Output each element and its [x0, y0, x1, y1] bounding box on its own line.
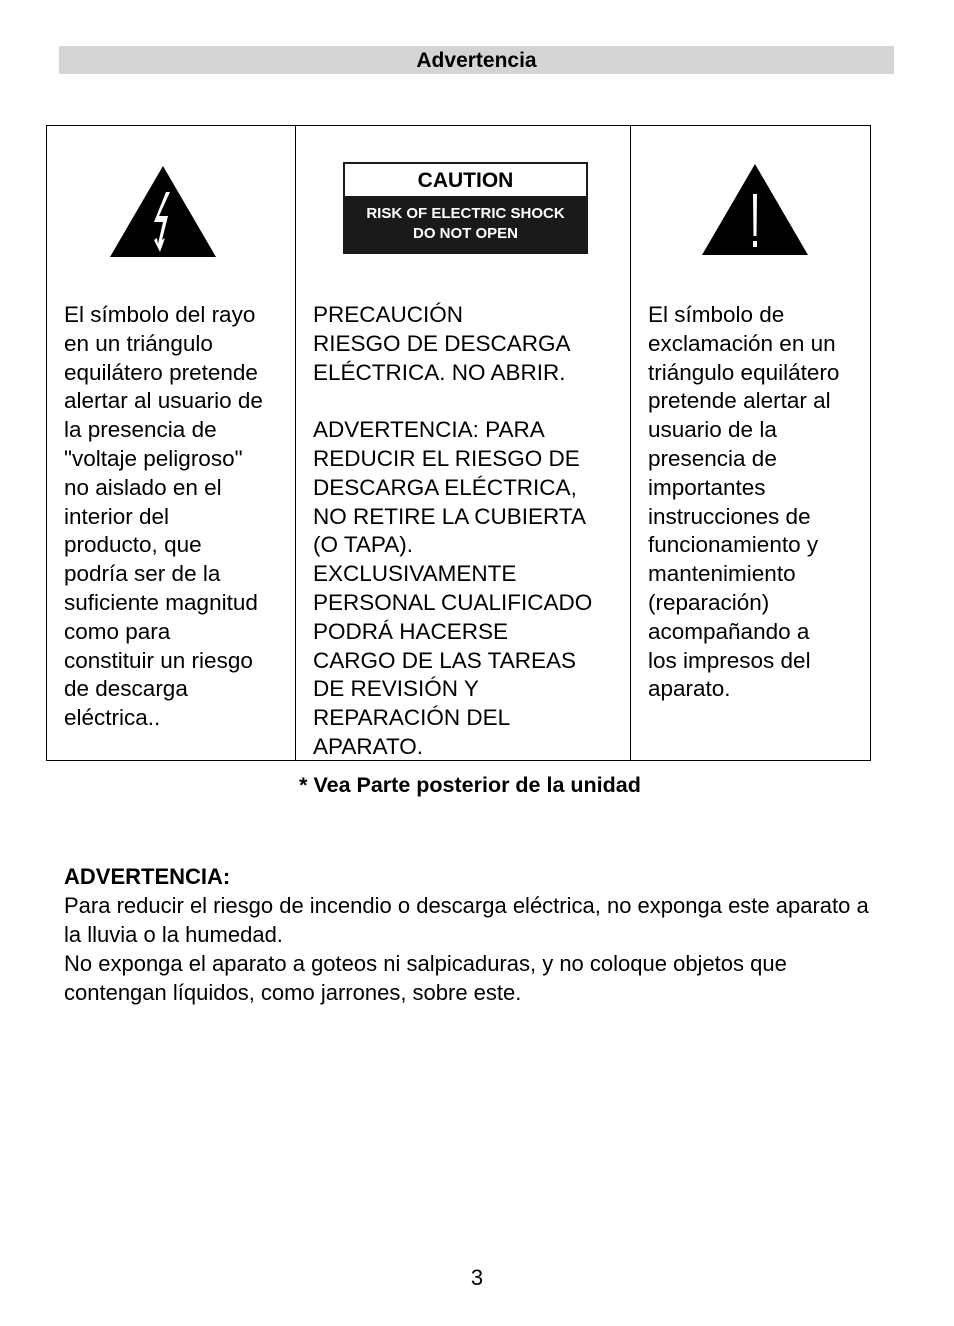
caution-label-cell: [296, 126, 631, 760]
caution-title: CAUTION: [345, 164, 586, 196]
warning-block: [64, 862, 884, 1007]
exclamation-triangle-icon: [700, 162, 810, 257]
lightning-bolt-triangle-icon: [108, 164, 218, 259]
section-title: Advertencia: [416, 49, 537, 72]
safety-symbols-table: [46, 125, 871, 761]
section-header: [59, 46, 894, 74]
warning-heading: ADVERTENCIA:: [64, 864, 231, 889]
footnote: * Vea Parte posterior de la unidad: [299, 773, 641, 797]
exclamation-symbol-description: El símbolo de exclamación en un triángulo equilátero pretende alertar al usuario de la presencia de importantes instrucciones de funcionamiento y mantenimiento (reparación) acompañando a los impresos del aparato.: [648, 302, 840, 702]
exclamation-symbol-cell: [631, 126, 870, 760]
warning-paragraph-2: No exponga el aparato a goteos ni salpicaduras, y no coloque objetos que contengan líquidos, como jarrones, sobre este.: [64, 951, 787, 1005]
caution-subtitle: RISK OF ELECTRIC SHOCK DO NOT OPEN: [366, 205, 565, 242]
lightning-symbol-cell: [47, 126, 296, 760]
page-number: 3: [470, 1265, 484, 1290]
caution-description: PRECAUCIÓN RIESGO DE DESCARGA ELÉCTRICA. NO ABRIR. ADVERTENCIA: PARA REDUCIR EL RIESGO DE DESCARGA ELÉCTRICA, NO RETIRE LA CUBIERTA (O TAPA). EXCLUSIVAMENTE PERSONAL CUALIFICADO PODRÁ HACERSE CARGO DE LAS TAREAS DE REVISIÓN Y REPARACIÓN DEL APARATO.: [313, 302, 593, 759]
lightning-symbol-description: El símbolo del rayo en un triángulo equilátero pretende alertar al usuario de la presencia de "voltaje peligroso" no aislado en el interior del producto, que podría ser de la suficiente magnitud como para constituir un riesgo de descarga eléctrica..: [64, 302, 263, 731]
caution-label: [343, 162, 588, 254]
warning-paragraph-1: Para reducir el riesgo de incendio o descarga eléctrica, no exponga este aparato a la lluvia o la humedad.: [64, 893, 869, 947]
